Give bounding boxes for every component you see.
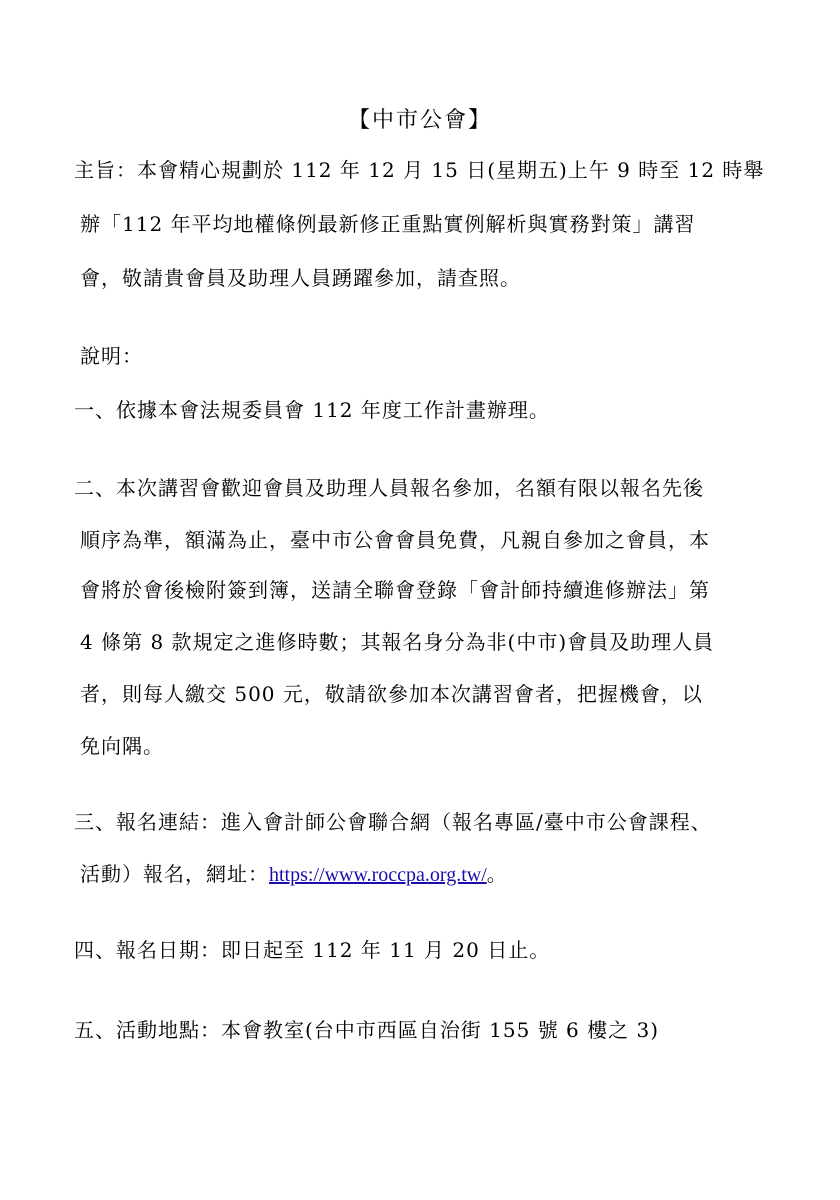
subject-line-2: 辦「112 年平均地權條例最新修正重點實例解析與實務對策」講習 [80, 212, 696, 236]
item-3-line-2-prefix: 活動）報名，網址： [80, 862, 269, 886]
item-3-line-1: 三、報名連結：進入會計師公會聯合網（報名專區/臺中市公會課程、 [74, 810, 712, 834]
explanation-heading: 說明： [80, 344, 143, 368]
item-2-line-2: 順序為準，額滿為止，臺中市公會會員免費，凡親自參加之會員，本 [80, 528, 710, 552]
item-5-line-1: 五、活動地點：本會教室(台中市西區自治街 155 號 6 樓之 3) [74, 1018, 660, 1042]
item-3-line-2 [80, 860, 508, 889]
item-2-line-6: 免向隅。 [80, 734, 164, 758]
item-1-line-1: 一、依據本會法規委員會 112 年度工作計畫辦理。 [74, 398, 550, 422]
item-2-line-1: 二、本次講習會歡迎會員及助理人員報名參加，名額有限以報名先後 [74, 476, 704, 500]
document-title: 【中市公會】 [347, 108, 492, 133]
item-2-line-5: 者，則每人繳交 500 元，敬請欲參加本次講習會者，把握機會，以 [80, 682, 703, 706]
subject-line-3: 會，敬請貴會員及助理人員踴躍參加，請查照。 [80, 266, 521, 290]
item-2-line-4: 4 條第 8 款規定之進修時數；其報名身分為非(中市)會員及助理人員 [80, 630, 715, 654]
item-2-line-3: 會將於會後檢附簽到簿，送請全聯會登錄「會計師持續進修辦法」第 [80, 578, 710, 602]
subject-line-1: 主旨：本會精心規劃於 112 年 12 月 15 日(星期五)上午 9 時至 12 時舉 [74, 158, 765, 182]
registration-url-link[interactable]: https://www.roccpa.org.tw/ [269, 864, 487, 886]
item-4-line-1: 四、報名日期：即日起至 112 年 11 月 20 日止。 [74, 938, 551, 962]
item-3-line-2-suffix: 。 [486, 862, 508, 886]
